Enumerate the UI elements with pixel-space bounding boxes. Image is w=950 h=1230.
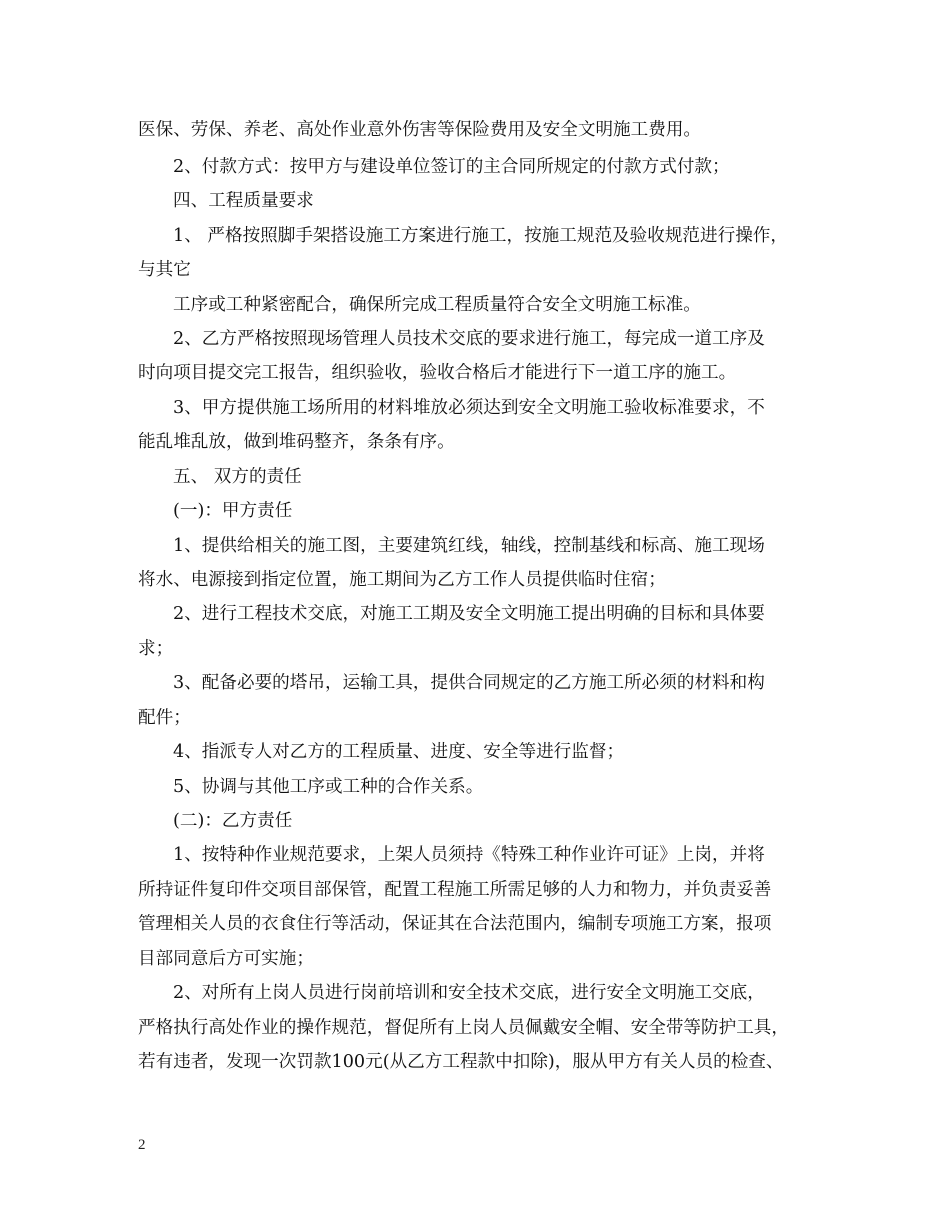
- text-line: 1、按特种作业规范要求，上架人员须持《特殊工种作业许可证》上岗，并将: [173, 845, 765, 865]
- text-line: 4、指派专人对乙方的工程质量、进度、安全等进行监督；: [173, 742, 625, 762]
- text-line: 3、配备必要的塔吊，运输工具，提供合同规定的乙方施工所必须的材料和构: [173, 673, 765, 693]
- text-line: 3、甲方提供施工场所用的材料堆放必须达到安全文明施工验收标准要求，不: [173, 398, 765, 418]
- text-line: 能乱堆乱放，做到堆码整齐，条条有序。: [138, 432, 455, 452]
- text-line: 工序或工种紧密配合，确保所完成工程质量符合安全文明施工标准。: [173, 295, 701, 315]
- text-line: 医保、劳保、养老、高处作业意外伤害等保险费用及安全文明施工费用。: [138, 120, 702, 140]
- text-line: 2、对所有上岗人员进行岗前培训和安全技术交底，进行安全文明施工交底，: [173, 983, 765, 1003]
- text-line: 2、付款方式：按甲方与建设单位签订的主合同所规定的付款方式付款；: [173, 157, 730, 177]
- text-line: 严格执行高处作业的操作规范，督促所有上岗人员佩戴安全帽、安全带等防护工具，: [138, 1018, 789, 1038]
- text-line: 与其它: [138, 260, 191, 280]
- text-line: 2、进行工程技术交底，对施工工期及安全文明施工提出明确的目标和具体要: [173, 604, 765, 624]
- text-line: 1、 严格按照脚手架搭设施工方案进行施工，按施工规范及验收规范进行操作，: [173, 226, 788, 246]
- text-line: 5、协调与其他工序或工种的合作关系。: [173, 777, 484, 797]
- section-heading: 四、工程质量要求: [173, 191, 314, 211]
- text-line: 配件；: [138, 708, 191, 728]
- text-line: 求；: [138, 639, 174, 659]
- text-line: 所持证件复印件交项目部保管，配置工程施工所需足够的人力和物力，并负责妥善: [138, 880, 772, 900]
- text-line: 1、提供给相关的施工图，主要建筑红线，轴线，控制基线和标高、施工现场: [173, 536, 765, 556]
- page-number: 2: [138, 1137, 146, 1153]
- subsection-heading: (一)：甲方责任: [173, 501, 293, 521]
- text-line: 2、乙方严格按照现场管理人员技术交底的要求进行施工，每完成一道工序及: [173, 329, 765, 349]
- text-line: 管理相关人员的衣食住行等活动，保证其在合法范围内，编制专项施工方案，报项: [138, 914, 772, 934]
- section-heading: 五、 双方的责任: [173, 467, 302, 487]
- subsection-heading: (二)：乙方责任: [173, 811, 293, 831]
- text-line: 若有违者，发现一次罚款100元(从乙方工程款中扣除)，服从甲方有关人员的检查、: [138, 1052, 784, 1072]
- text-line: 目部同意后方可实施；: [138, 949, 314, 969]
- text-line: 将水、电源接到指定位置，施工期间为乙方工作人员提供临时住宿；: [138, 570, 666, 590]
- text-line: 时向项目提交完工报告，组织验收，验收合格后才能进行下一道工序的施工。: [138, 363, 737, 383]
